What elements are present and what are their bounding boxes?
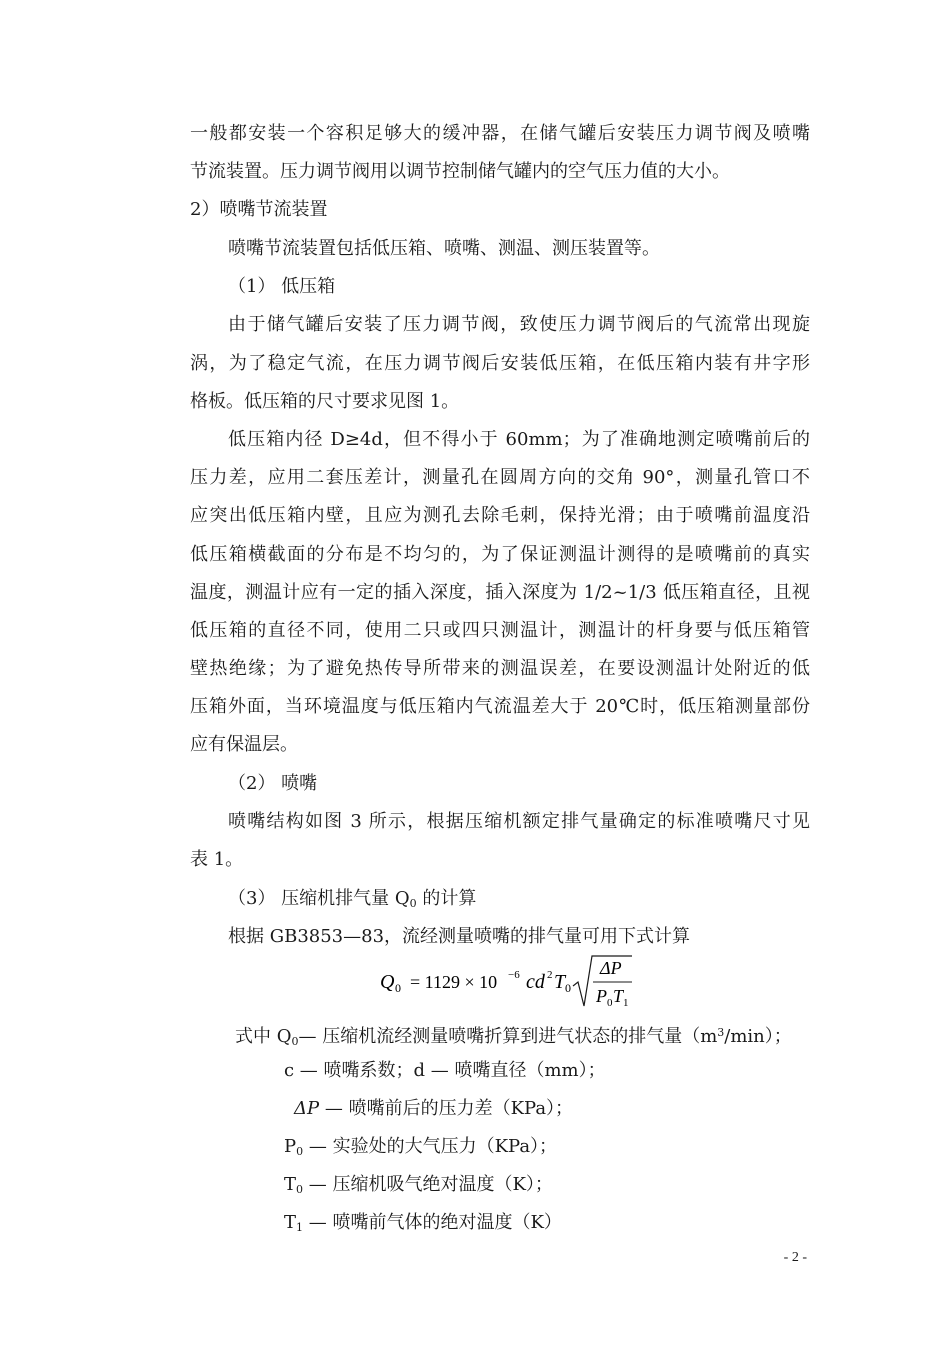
formula-den-t-sub: 1 (623, 997, 629, 1009)
formula-den-t: T (613, 986, 624, 1006)
paragraph-line: 格板。低压箱的尺寸要求见图 1。 (190, 391, 460, 412)
legend-symbol: P (284, 1136, 297, 1157)
formula-t-sub: 0 (565, 981, 571, 995)
heading-text: （3） 压缩机排气量 Q (228, 888, 410, 909)
formula-lhs-sub: 0 (395, 981, 401, 995)
legend-line (235, 1020, 855, 1055)
legend-symbol: T (284, 1212, 297, 1233)
page-number: - 2 - (783, 1250, 807, 1265)
subsection-heading (228, 886, 848, 917)
legend-line: c — 喷嘴系数；d — 喷嘴直径（mm）； (284, 1060, 606, 1081)
paragraph-line: 喷嘴节流装置包括低压箱、喷嘴、测温、测压装置等。 (228, 238, 660, 259)
legend-line (284, 1134, 904, 1165)
legend-text: — 压缩机流经测量喷嘴折算到进气状态的排气量（m (298, 1026, 718, 1047)
formula-numerator: ΔP (600, 958, 622, 978)
formula-lhs: Q (380, 971, 395, 993)
subscript: 1 (296, 1221, 304, 1234)
paragraph-line: 低压箱内径 D≥4d，但不得小于 60mm；为了准确地测定喷嘴前后的 (228, 429, 810, 450)
paragraph-line: 由于储气罐后安装了压力调节阀，致使压力调节阀后的气流常出现旋 (228, 314, 810, 335)
paragraph-line: 喷嘴结构如图 3 所示，根据压缩机额定排气量确定的标准喷嘴尺寸见 (228, 811, 810, 832)
formula-exponent: −6 (508, 969, 520, 981)
legend-line (284, 1172, 904, 1203)
legend-line (294, 1096, 914, 1122)
paragraph-line: 根据 GB3853—83，流经测量喷嘴的排气量可用下式计算 (228, 926, 691, 947)
legend-text: /min）； (724, 1026, 792, 1047)
formula-square: 2 (547, 969, 553, 981)
legend-text: — 喷嘴前后的压力差（KPa）； (319, 1098, 574, 1119)
paragraph-line: 低压箱横截面的分布是不均匀的，为了保证测温计测得的是喷嘴前的真实 (190, 544, 810, 565)
subsection-heading: （2） 喷嘴 (228, 773, 318, 794)
legend-text: 式中 Q (235, 1026, 292, 1047)
formula-coefficient: = 1129 × 10 (410, 972, 498, 992)
paragraph-line: 一般都安装一个容积足够大的缓冲器，在储气罐后安装压力调节阀及喷嘴 (190, 123, 810, 144)
legend-text: — 喷嘴前气体的绝对温度（K） (303, 1212, 562, 1233)
legend-symbol: ΔP (294, 1098, 320, 1119)
formula-t: T (554, 971, 566, 993)
formula-den-p: P (596, 986, 607, 1006)
subsection-heading: （1） 低压箱 (228, 276, 336, 297)
legend-line (284, 1210, 904, 1241)
paragraph-line: 压箱外面，当环境温度与低压箱内气流温差大于 20℃时，低压箱测量部份 (190, 696, 810, 717)
section-heading: 2）喷嘴节流装置 (190, 199, 328, 220)
formula-factors: cd (526, 971, 545, 993)
paragraph-line: 节流装置。压力调节阀用以调节控制储气罐内的空气压力值的大小。 (190, 161, 730, 182)
heading-text: 的计算 (422, 888, 477, 909)
legend-text: — 压缩机吸气绝对温度（K）； (303, 1174, 553, 1195)
legend-symbol: T (284, 1174, 297, 1195)
subscript: 0 (296, 1183, 304, 1196)
formula-den-p-sub: 0 (607, 997, 613, 1009)
legend-text: — 实验处的大气压力（KPa）； (303, 1136, 558, 1157)
paragraph-line: 压力差，应用二套压差计，测量孔在圆周方向的交角 90°，测量孔管口不 (190, 467, 810, 488)
subscript: 0 (296, 1145, 304, 1158)
paragraph-line: 壁热绝缘；为了避免热传导所带来的测温误差，在要设测温计处附近的低 (190, 658, 810, 679)
paragraph-line: 低压箱的直径不同，使用二只或四只测温计，测温计的杆身要与低压箱管 (190, 620, 810, 641)
paragraph-line: 应突出低压箱内壁，且应为测孔去除毛刺，保持光滑；由于喷嘴前温度沿 (190, 505, 810, 526)
paragraph-line: 涡，为了稳定气流，在压力调节阀后安装低压箱，在低压箱内装有井字形 (190, 353, 810, 374)
paragraph-line: 温度，测温计应有一定的插入深度，插入深度为 1/2~1/3 低压箱直径，且视 (190, 582, 810, 603)
subscript: 0 (291, 1035, 299, 1048)
paragraph-line: 表 1。 (190, 849, 244, 870)
paragraph-line: 应有保温层。 (190, 734, 298, 755)
flow-formula (380, 952, 680, 1010)
superscript: 3 (717, 1026, 725, 1039)
subscript: 0 (409, 897, 417, 910)
